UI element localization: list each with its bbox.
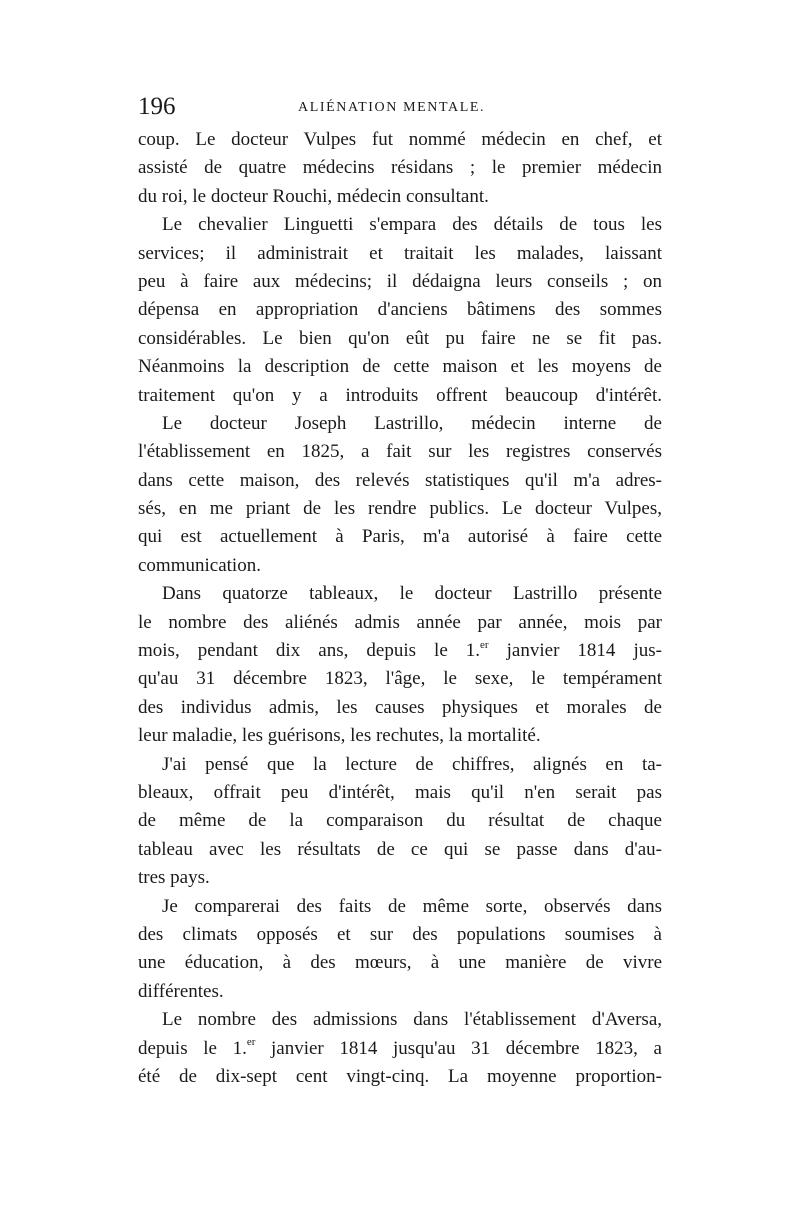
text-line: tableau avec les résultats de ce qui se passe dans d'au- bbox=[138, 838, 662, 860]
text-line: mois, pendant dix ans, depuis le 1.$^{er}$ janvier 1814 jus- bbox=[138, 638, 662, 662]
text-line: tres pays. bbox=[138, 867, 210, 889]
text-line: Je comparerai des faits de même sorte, observés dans bbox=[162, 895, 662, 917]
text-line: considérables. Le bien qu'on eût pu faire ne se fit pas. bbox=[138, 327, 662, 349]
text-line: dépensa en appropriation d'anciens bâtimens des sommes bbox=[138, 299, 662, 321]
running-head: ALIÉNATION MENTALE. bbox=[298, 100, 486, 115]
page-number: 196 bbox=[138, 93, 176, 120]
text-line: assisté de quatre médecins résidans ; le premier médecin bbox=[138, 157, 662, 179]
text-line: été de dix-sept cent vingt-cinq. La moyenne proportion- bbox=[138, 1065, 662, 1087]
text-line: qu'au 31 décembre 1823, l'âge, le sexe, le tempérament bbox=[138, 668, 662, 690]
text-line: traitement qu'on y a introduits offrent beaucoup d'intérêt. bbox=[138, 384, 662, 406]
text-line: peu à faire aux médecins; il dédaigna leurs conseils ; on bbox=[138, 270, 662, 292]
text-line: des individus admis, les causes physiques et morales de bbox=[138, 696, 662, 718]
text-line: Le chevalier Linguetti s'empara des détails de tous les bbox=[162, 214, 662, 236]
text-line: services; il administrait et traitait les malades, laissant bbox=[138, 242, 662, 264]
text-line: depuis le 1.$^{er}$ janvier 1814 jusqu'au 31 décembre 1823, a bbox=[138, 1036, 662, 1059]
text-line: de même de la comparaison du résultat de chaque bbox=[138, 810, 662, 832]
text-line: une éducation, à des mœurs, à une manière de vivre bbox=[138, 952, 662, 974]
text-line: qui est actuellement à Paris, m'a autorisé à faire cette bbox=[138, 526, 662, 548]
text-line: J'ai pensé que la lecture de chiffres, alignés en ta- bbox=[162, 753, 662, 775]
text-line: bleaux, offrait peu d'intérêt, mais qu'il n'en serait pas bbox=[138, 781, 662, 803]
text-line: coup. Le docteur Vulpes fut nommé médecin en chef, et bbox=[138, 129, 662, 150]
text-line: Dans quatorze tableaux, le docteur Lastrillo présente bbox=[162, 583, 662, 605]
text-line: leur maladie, les guérisons, les rechutes, la mortalité. bbox=[138, 725, 541, 747]
text-line: communication. bbox=[138, 554, 261, 576]
text-line: des climats opposés et sur des populations soumises à bbox=[138, 923, 662, 945]
text-line: sés, en me priant de les rendre publics. Le docteur Vulpes, bbox=[138, 498, 662, 520]
text-line: Le docteur Joseph Lastrillo, médecin interne de bbox=[162, 412, 662, 434]
text-line: du roi, le docteur Rouchi, médecin consultant. bbox=[138, 185, 489, 207]
text-line: le nombre des aliénés admis année par année, mois par bbox=[138, 611, 662, 633]
text-line: différentes. bbox=[138, 980, 224, 1002]
page-header bbox=[138, 92, 660, 122]
body-text bbox=[138, 126, 662, 1091]
text-line: Néanmoins la description de cette maison et les moyens de bbox=[138, 356, 662, 378]
text-line: l'établissement en 1825, a fait sur les registres conservés bbox=[138, 441, 662, 463]
text-line: Le nombre des admissions dans l'établissement d'Aversa, bbox=[162, 1009, 662, 1031]
text-line: dans cette maison, des relevés statistiques qu'il m'a adres- bbox=[138, 469, 662, 491]
